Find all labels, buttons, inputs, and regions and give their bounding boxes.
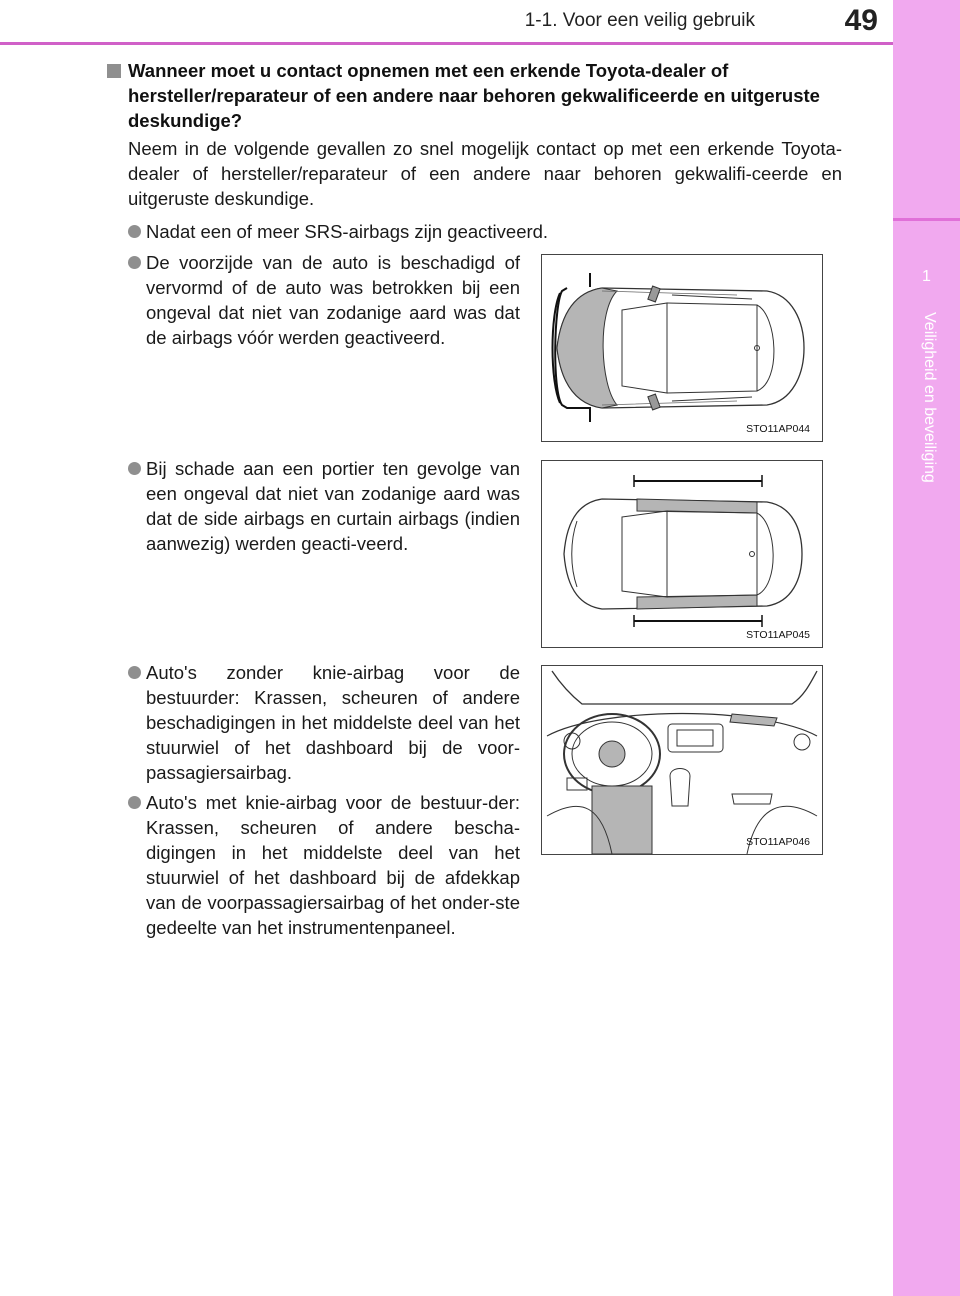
list-item: De voorzijde van de auto is beschadigd of vervormd of de auto was betrokken bij een ongeval dat niet van zodanige aard was dat de airbags vóór werden geactiveerd. <box>128 250 520 350</box>
round-bullet-icon <box>128 256 141 269</box>
figure-label: STO11AP044 <box>746 423 810 435</box>
list-item: Auto's met knie-airbag voor de bestuur-der: Krassen, scheuren of andere bescha-digingen in het middelste deel van het stuurwiel of het dashboard bij de afdekkap van de voorpassagiersairbag of het onder-ste gedeelte van het instrumentenpaneel. <box>128 790 520 940</box>
section-heading <box>107 58 842 133</box>
side-damage-illustration <box>541 460 823 648</box>
section-title: 1-1. Voor een veilig gebruik <box>524 10 755 31</box>
front-damage-illustration <box>541 254 823 442</box>
round-bullet-icon <box>128 225 141 238</box>
round-bullet-icon <box>128 666 141 679</box>
header-rule <box>0 42 893 45</box>
chapter-title: Veiligheid en beveiliging <box>921 312 938 483</box>
figure-label: STO11AP045 <box>746 629 810 641</box>
figure-label: STO11AP046 <box>746 836 810 848</box>
dashboard-illustration <box>541 665 823 855</box>
side-tab-divider <box>893 218 960 221</box>
list-item: Bij schade aan een portier ten gevolge van een ongeval dat niet van zodanige aard was dat de side airbags en curtain airbags (indien aanwezig) werden geacti-veerd. <box>128 456 520 556</box>
page-number: 49 <box>844 4 878 37</box>
chapter-side-tab <box>893 0 960 1296</box>
car-top-view-side-highlight-icon <box>542 461 822 647</box>
list-item: Auto's zonder knie-airbag voor de bestuurder: Krassen, scheuren of andere beschadigingen in het middelste deel van het stuurwiel of het dashboard bij de voor-passagiersairbag. <box>128 660 520 785</box>
chapter-number: 1 <box>922 268 931 285</box>
dashboard-steering-wheel-icon <box>542 666 822 854</box>
section-heading-text: Wanneer moet u contact opnemen met een erkende Toyota-dealer of hersteller/reparateur of een andere naar behoren gekwalificeerde en uitgeruste deskundige? <box>128 60 820 131</box>
intro-paragraph: Neem in de volgende gevallen zo snel mogelijk contact op met een erkende Toyota-dealer of hersteller/reparateur of een andere naar behoren gekwalifi-ceerde en uitgeruste deskundige. <box>128 138 842 209</box>
car-top-view-front-highlight-icon <box>542 255 822 441</box>
round-bullet-icon <box>128 462 141 475</box>
square-bullet-icon <box>107 64 121 78</box>
round-bullet-icon <box>128 796 141 809</box>
list-item: Nadat een of meer SRS-airbags zijn geactiveerd. <box>128 219 842 244</box>
